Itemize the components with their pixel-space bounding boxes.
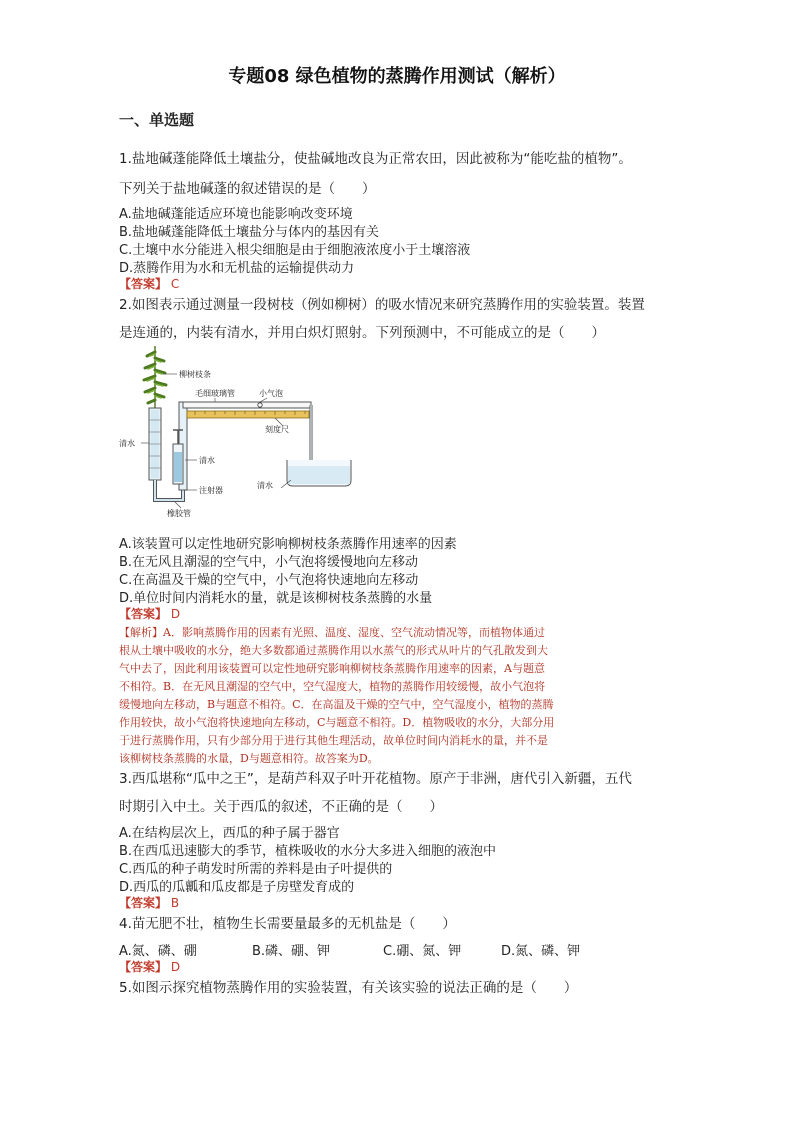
q4-stem: 4.苗无肥不壮，植物生长需要量最多的无机盐是（ ） xyxy=(119,916,456,932)
answer-tag: 【答案】 xyxy=(119,896,168,910)
q1-option-d: D.蒸腾作用为水和无机盐的运输提供动力 xyxy=(119,261,355,276)
q1-option-a: A.盐地碱蓬能适应环境也能影响改变环境 xyxy=(119,207,353,222)
q2-option-c: C.在高温及干燥的空气中，小气泡将快速地向左移动 xyxy=(119,573,419,588)
q4-option-a: A.氮、磷、硼 xyxy=(119,944,197,959)
label-water-left: 清水 xyxy=(119,439,135,448)
q2-analysis-line: 缓慢地向左移动，B与题意不相符。C．在高温及干燥的空气中，空气湿度小，植物的蒸腾 xyxy=(119,698,554,711)
answer-value: C xyxy=(170,277,180,291)
q3-stem-line2: 时期引入中土。关于西瓜的叙述，不正确的是（ ） xyxy=(119,799,443,815)
q5-stem: 5.如图示探究植物蒸腾作用的实验装置，有关该实验的说法正确的是（ ） xyxy=(119,980,578,996)
q2-analysis-line: 不相符。B．在无风且潮湿的空气中，空气湿度大，植物的蒸腾作用较缓慢，故小气泡将 xyxy=(119,680,546,693)
q1-option-b: B.盐地碱蓬能降低土壤盐分与体内的基因有关 xyxy=(119,225,380,240)
q1-answer xyxy=(119,275,179,292)
q1-option-c: C.土壤中水分能进入根尖细胞是由于细胞液浓度小于土壤溶液 xyxy=(119,243,471,258)
q4-answer xyxy=(119,958,180,975)
q2-analysis-line: 该柳树枝条蒸腾的水量，D与题意相符。故答案为D。 xyxy=(119,752,379,765)
label-ruler: 刻度尺 xyxy=(265,425,289,434)
q2-analysis-line: 作用较快，故小气泡将快速地向左移动，C与题意不相符。D．植物吸收的水分，大部分用 xyxy=(119,716,555,729)
q3-option-b: B.在西瓜迅速膨大的季节，植株吸收的水分大多进入细胞的液泡中 xyxy=(119,844,497,859)
answer-tag: 【答案】 xyxy=(119,277,168,291)
label-capillary-tube: 毛细玻璃管 xyxy=(195,389,235,398)
label-hose: 橡胶管 xyxy=(167,509,191,518)
q2-option-a: A.该装置可以定性地研究影响柳树枝条蒸腾作用速率的因素 xyxy=(119,537,457,552)
answer-value: B xyxy=(170,896,180,910)
q1-stem-line1: 1.盐地碱蓬能降低土壤盐分，使盐碱地改良为正常农田，因此被称为“能吃盐的植物”。 xyxy=(119,151,632,167)
bubble-drawing xyxy=(258,403,262,407)
q4-option-b: B.磷、硼、钾 xyxy=(252,944,331,959)
q2-stem-line2: 是连通的，内装有清水，并用白炽灯照射。下列预测中，不可能成立的是（ ） xyxy=(119,325,605,341)
q2-analysis-line: 【解析】A．影响蒸腾作用的因素有光照、温度、湿度、空气流动情况等，而植物体通过 xyxy=(119,626,545,639)
willow-branch-drawing xyxy=(144,346,166,408)
q1-stem-line2: 下列关于盐地碱蓬的叙述错误的是（ ） xyxy=(119,181,376,197)
water-dish-drawing xyxy=(287,460,351,486)
q4-option-d: D.氮、磷、钾 xyxy=(501,944,581,959)
ruler-drawing xyxy=(187,411,309,418)
answer-tag: 【答案】 xyxy=(119,960,168,974)
q3-option-a: A.在结构层次上，西瓜的种子属于器官 xyxy=(119,826,340,841)
label-water-middle: 清水 xyxy=(199,456,215,465)
transpiration-apparatus-figure xyxy=(115,340,365,520)
label-branch: 柳树枝条 xyxy=(179,370,211,379)
q2-option-d: D.单位时间内消耗水的量，就是该柳树枝条蒸腾的水量 xyxy=(119,591,433,606)
answer-value: D xyxy=(170,960,181,974)
q3-answer xyxy=(119,894,179,911)
label-syringe: 注射器 xyxy=(199,486,223,495)
label-water-right: 清水 xyxy=(257,481,273,490)
answer-tag: 【答案】 xyxy=(119,607,168,621)
page-title: 专题08 绿色植物的蒸腾作用测试（解析） xyxy=(228,66,566,87)
q2-analysis-line: 于进行蒸腾作用，只有少部分用于进行其他生理活动，故单位时间内消耗水的量，并不是 xyxy=(119,734,548,747)
q2-analysis-line: 根从土壤中吸收的水分，绝大多数都通过蒸腾作用以水蒸气的形式从叶片的气孔散发到大 xyxy=(119,644,548,657)
q2-answer xyxy=(119,605,180,622)
q2-option-b: B.在无风且潮湿的空气中，小气泡将缓慢地向左移动 xyxy=(119,555,419,570)
label-bubble: 小气泡 xyxy=(259,389,283,398)
answer-value: D xyxy=(170,607,181,621)
q2-stem-line1: 2.如图表示通过测量一段树枝（例如柳树）的吸水情况来研究蒸腾作用的实验装置。装置 xyxy=(119,297,645,313)
q3-option-c: C.西瓜的种子萌发时所需的养料是由子叶提供的 xyxy=(119,862,393,877)
section-heading: 一、单选题 xyxy=(119,111,195,129)
q4-option-c: C.硼、氮、钾 xyxy=(383,944,462,959)
q4-options xyxy=(119,940,580,959)
q2-analysis-line: 气中去了，因此利用该装置可以定性地研究影响柳树枝条蒸腾作用速率的因素，A与题意 xyxy=(119,662,545,675)
q3-stem-line1: 3.西瓜堪称“瓜中之王”，是葫芦科双子叶开花植物。原产于非洲，唐代引入新疆，五代 xyxy=(119,771,632,787)
q3-option-d: D.西瓜的瓜瓤和瓜皮都是子房壁发育成的 xyxy=(119,880,355,895)
